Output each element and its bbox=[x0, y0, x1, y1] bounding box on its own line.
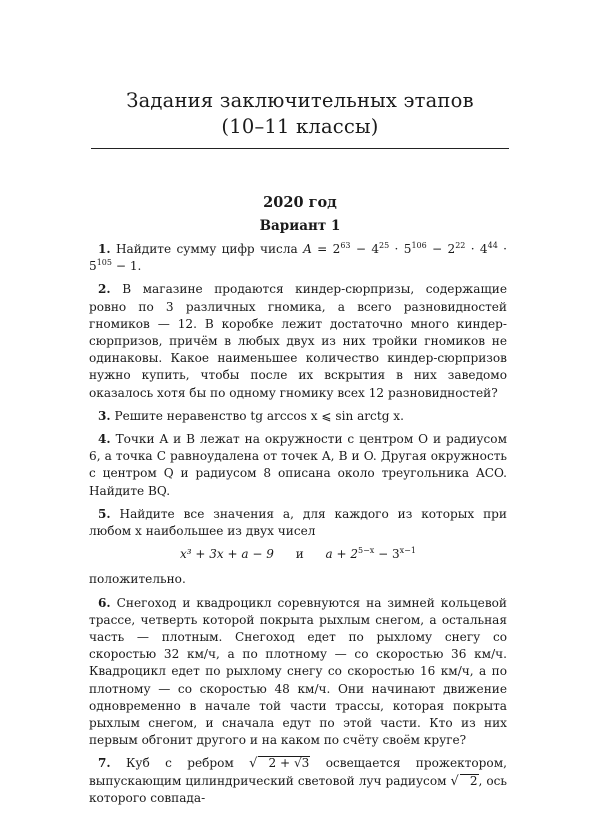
problem-7 bbox=[89, 755, 507, 807]
problem-text: , ось которого совпада- bbox=[89, 773, 507, 805]
problem-text: освещается прожектором, выпускающим цилиндрический световой луч радиусом bbox=[89, 756, 507, 788]
section-subtitle: (10–11 классы) bbox=[221, 115, 379, 138]
math-base: 2 bbox=[332, 242, 341, 256]
math-var: A bbox=[303, 242, 312, 256]
problem-2 bbox=[89, 281, 507, 401]
math-exp: 44 bbox=[487, 240, 498, 250]
problem-5 bbox=[89, 506, 507, 540]
problem-text: Найдите все значения a, для каждого из которых при любом x наибольшее из двух чисел bbox=[89, 506, 507, 539]
sqrt-sign: √ bbox=[249, 756, 258, 772]
math-exp: 22 bbox=[455, 240, 466, 250]
math-inequality: tg arccos x ⩽ sin arctg x. bbox=[250, 408, 404, 423]
math-base: 4 bbox=[479, 242, 488, 256]
math-base: 4 bbox=[371, 242, 380, 256]
math-exp: 105 bbox=[96, 258, 112, 268]
problem-5-tail: положительно. bbox=[89, 572, 186, 587]
formula-right-b: − 3 bbox=[378, 547, 400, 562]
formula-exp: 5−x bbox=[358, 546, 375, 556]
problem-number: 1. bbox=[98, 242, 111, 256]
problem-text: Точки A и B лежат на окружности с центром O и радиусом 6, а точка C равноудалена от точек A, B и O. Другая окружность с центром Q и радиусом 8 описана около треугольника ACO. Найдите BQ. bbox=[89, 432, 507, 498]
math-exp: 106 bbox=[411, 240, 427, 250]
problem-6 bbox=[89, 595, 507, 750]
formula-right-a: a + 2 bbox=[325, 547, 358, 562]
problem-text: Найдите сумму цифр числа bbox=[115, 242, 298, 256]
formula-exp: x−1 bbox=[399, 546, 416, 556]
math-base: 5 bbox=[403, 242, 412, 256]
math-op: = bbox=[317, 242, 328, 256]
radicand: 2 + √3 bbox=[258, 756, 310, 770]
problem-5-formula bbox=[89, 546, 507, 563]
section-title: Задания заключительных этапов bbox=[126, 89, 474, 112]
problem-number: 3. bbox=[98, 408, 111, 423]
problem-text: Решите неравенство bbox=[114, 408, 247, 423]
problem-3 bbox=[89, 408, 507, 425]
problem-text: Куб с ребром bbox=[125, 756, 234, 771]
problem-number: 5. bbox=[98, 506, 111, 521]
math-exp: 25 bbox=[379, 240, 390, 250]
year-heading: 2020 год bbox=[263, 194, 337, 211]
problem-number: 6. bbox=[98, 595, 111, 610]
math-exp: 63 bbox=[340, 240, 351, 250]
math-base: 2 bbox=[447, 242, 456, 256]
math-base: 5 bbox=[89, 259, 97, 274]
problem-text: Снегоход и квадроцикл соревнуются на зимней кольцевой трассе, четверть которой покрыта рыхлым снегом, а остальная часть — плотным. Снегоход едет по рыхлому снегу со скоростью 32 км/ч, а по плотному — со скоростью 36 км/ч. Квадроцикл едет по рыхлому снегу со скоростью 16 км/ч, а по плотному — со скоростью 48 км/ч. Они начинают движение одновременно в начале той части трассы, которая покрыта рыхлым снегом, и сначала едут по этой части. Кто из них первым обгонит другого и на каком по счёту своём круге? bbox=[89, 595, 507, 748]
radicand: 2 bbox=[460, 774, 479, 788]
problem-number: 7. bbox=[98, 756, 111, 771]
problem-4 bbox=[89, 431, 507, 500]
problem-list bbox=[89, 241, 507, 813]
problem-number: 2. bbox=[98, 282, 111, 297]
horizontal-rule bbox=[91, 148, 509, 149]
math-tail: 1. bbox=[129, 259, 142, 274]
problem-number: 4. bbox=[98, 432, 111, 447]
problem-text: В магазине продаются киндер-сюрпризы, содержащие ровно по 3 различных гномика, а всего разновидностей гномиков — 12. В коробке лежит достаточно много киндер-сюрпризов, причём в любых двух из них тройки гномиков не одинаковы. Какое наименьшее количество киндер-сюрпризов нужно купить, чтобы после их вскрытия в них заведомо оказалось хотя бы по одному гномику всех 12 разновидностей? bbox=[89, 282, 507, 400]
problem-1: 1. Найдите сумму цифр числа $A = 2^{63} - 4^{25} \cdot 5^{106} - 2^{22} \cdot 4^{44} \cdot 5^{105} - 1$. bbox=[89, 240, 507, 274]
formula-conj: и bbox=[295, 547, 304, 562]
formula-left: x³ + 3x + a − 9 bbox=[180, 547, 274, 562]
sqrt-sign: √ bbox=[450, 773, 459, 789]
variant-heading: Вариант 1 bbox=[259, 218, 341, 234]
